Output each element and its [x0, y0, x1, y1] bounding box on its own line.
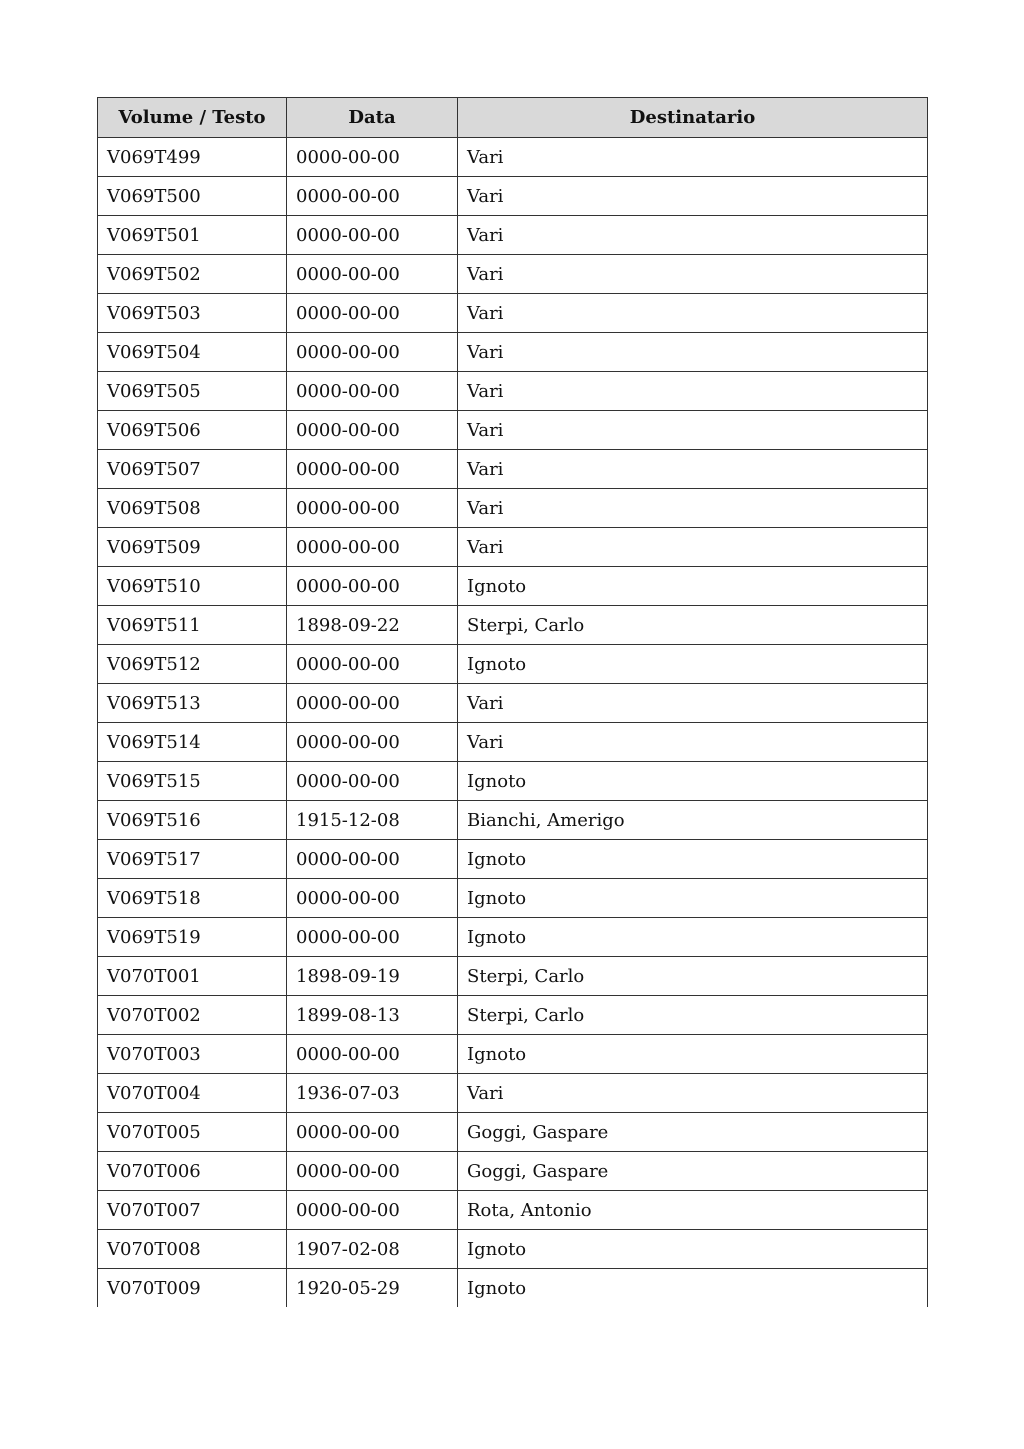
cell-data: 0000-00-00	[287, 684, 458, 723]
cell-destinatario: Vari	[458, 138, 928, 177]
cell-destinatario: Ignoto	[458, 567, 928, 606]
cell-destinatario: Goggi, Gaspare	[458, 1152, 928, 1191]
cell-destinatario: Vari	[458, 333, 928, 372]
cell-volume-testo: V070T002	[98, 996, 287, 1035]
cell-volume-testo: V069T518	[98, 879, 287, 918]
cell-data: 1898-09-22	[287, 606, 458, 645]
cell-destinatario: Vari	[458, 216, 928, 255]
cell-data: 0000-00-00	[287, 216, 458, 255]
table-row	[98, 528, 928, 567]
cell-destinatario: Vari	[458, 684, 928, 723]
cell-data: 0000-00-00	[287, 879, 458, 918]
table-row	[98, 1269, 928, 1308]
cell-destinatario: Vari	[458, 723, 928, 762]
cell-data: 0000-00-00	[287, 1035, 458, 1074]
cell-destinatario: Ignoto	[458, 1230, 928, 1269]
cell-data: 0000-00-00	[287, 294, 458, 333]
table-row	[98, 645, 928, 684]
cell-data: 0000-00-00	[287, 1191, 458, 1230]
table-row	[98, 450, 928, 489]
table-row	[98, 177, 928, 216]
cell-data: 1907-02-08	[287, 1230, 458, 1269]
cell-data: 0000-00-00	[287, 450, 458, 489]
table-row	[98, 1113, 928, 1152]
table-row	[98, 372, 928, 411]
table-row	[98, 957, 928, 996]
cell-data: 0000-00-00	[287, 840, 458, 879]
header-destinatario: Destinatario	[458, 98, 928, 138]
cell-volume-testo: V069T502	[98, 255, 287, 294]
cell-volume-testo: V069T515	[98, 762, 287, 801]
cell-destinatario: Bianchi, Amerigo	[458, 801, 928, 840]
cell-data: 0000-00-00	[287, 372, 458, 411]
cell-destinatario: Ignoto	[458, 840, 928, 879]
cell-volume-testo: V070T005	[98, 1113, 287, 1152]
cell-volume-testo: V070T008	[98, 1230, 287, 1269]
cell-volume-testo: V069T509	[98, 528, 287, 567]
cell-volume-testo: V069T504	[98, 333, 287, 372]
cell-volume-testo: V069T516	[98, 801, 287, 840]
header-volume-testo: Volume / Testo	[98, 98, 287, 138]
cell-destinatario: Vari	[458, 1074, 928, 1113]
cell-destinatario: Ignoto	[458, 1269, 928, 1308]
cell-data: 1898-09-19	[287, 957, 458, 996]
table-row	[98, 138, 928, 177]
table-row	[98, 255, 928, 294]
cell-destinatario: Ignoto	[458, 918, 928, 957]
table-row	[98, 684, 928, 723]
cell-destinatario: Vari	[458, 372, 928, 411]
cell-data: 0000-00-00	[287, 567, 458, 606]
cell-destinatario: Vari	[458, 177, 928, 216]
table-row	[98, 489, 928, 528]
cell-data: 0000-00-00	[287, 255, 458, 294]
table-row	[98, 1035, 928, 1074]
cell-data: 0000-00-00	[287, 177, 458, 216]
cell-data: 0000-00-00	[287, 489, 458, 528]
cell-data: 0000-00-00	[287, 1152, 458, 1191]
cell-data: 1915-12-08	[287, 801, 458, 840]
cell-data: 0000-00-00	[287, 138, 458, 177]
cell-volume-testo: V070T007	[98, 1191, 287, 1230]
table-row	[98, 1230, 928, 1269]
header-data: Data	[287, 98, 458, 138]
table-row	[98, 567, 928, 606]
table-row	[98, 918, 928, 957]
cell-data: 0000-00-00	[287, 723, 458, 762]
table-row	[98, 333, 928, 372]
cell-data: 0000-00-00	[287, 645, 458, 684]
cell-destinatario: Ignoto	[458, 1035, 928, 1074]
cell-volume-testo: V069T517	[98, 840, 287, 879]
cell-destinatario: Ignoto	[458, 879, 928, 918]
cell-data: 0000-00-00	[287, 762, 458, 801]
cell-destinatario: Goggi, Gaspare	[458, 1113, 928, 1152]
cell-volume-testo: V069T507	[98, 450, 287, 489]
cell-volume-testo: V070T006	[98, 1152, 287, 1191]
cell-volume-testo: V069T501	[98, 216, 287, 255]
cell-volume-testo: V069T506	[98, 411, 287, 450]
cell-volume-testo: V069T505	[98, 372, 287, 411]
table-row	[98, 1152, 928, 1191]
cell-data: 0000-00-00	[287, 918, 458, 957]
cell-volume-testo: V069T511	[98, 606, 287, 645]
cell-volume-testo: V070T004	[98, 1074, 287, 1113]
cell-destinatario: Vari	[458, 528, 928, 567]
cell-data: 0000-00-00	[287, 411, 458, 450]
cell-data: 1899-08-13	[287, 996, 458, 1035]
cell-destinatario: Vari	[458, 294, 928, 333]
table-row	[98, 294, 928, 333]
table-row	[98, 411, 928, 450]
cell-data: 0000-00-00	[287, 333, 458, 372]
table-row	[98, 762, 928, 801]
cell-destinatario: Ignoto	[458, 645, 928, 684]
cell-volume-testo: V069T519	[98, 918, 287, 957]
cell-destinatario: Sterpi, Carlo	[458, 996, 928, 1035]
table-row	[98, 996, 928, 1035]
cell-destinatario: Vari	[458, 450, 928, 489]
cell-volume-testo: V070T003	[98, 1035, 287, 1074]
cell-volume-testo: V069T512	[98, 645, 287, 684]
cell-destinatario: Vari	[458, 489, 928, 528]
table-row	[98, 879, 928, 918]
cell-volume-testo: V069T503	[98, 294, 287, 333]
table-row	[98, 723, 928, 762]
table-row	[98, 801, 928, 840]
cell-volume-testo: V069T499	[98, 138, 287, 177]
cell-destinatario: Sterpi, Carlo	[458, 957, 928, 996]
cell-destinatario: Vari	[458, 411, 928, 450]
table-row	[98, 1074, 928, 1113]
cell-volume-testo: V069T510	[98, 567, 287, 606]
cell-destinatario: Sterpi, Carlo	[458, 606, 928, 645]
cell-volume-testo: V070T001	[98, 957, 287, 996]
table-body	[98, 138, 928, 1308]
cell-data: 0000-00-00	[287, 528, 458, 567]
cell-destinatario: Ignoto	[458, 762, 928, 801]
cell-destinatario: Rota, Antonio	[458, 1191, 928, 1230]
cell-data: 1920-05-29	[287, 1269, 458, 1308]
cell-data: 0000-00-00	[287, 1113, 458, 1152]
table-row	[98, 1191, 928, 1230]
cell-volume-testo: V069T513	[98, 684, 287, 723]
cell-volume-testo: V069T500	[98, 177, 287, 216]
table-header-row	[98, 98, 928, 138]
table-row	[98, 840, 928, 879]
cell-destinatario: Vari	[458, 255, 928, 294]
cell-data: 1936-07-03	[287, 1074, 458, 1113]
cell-volume-testo: V069T514	[98, 723, 287, 762]
letters-register-table	[97, 97, 928, 1307]
cell-volume-testo: V070T009	[98, 1269, 287, 1308]
cell-volume-testo: V069T508	[98, 489, 287, 528]
table-row	[98, 216, 928, 255]
table-row	[98, 606, 928, 645]
